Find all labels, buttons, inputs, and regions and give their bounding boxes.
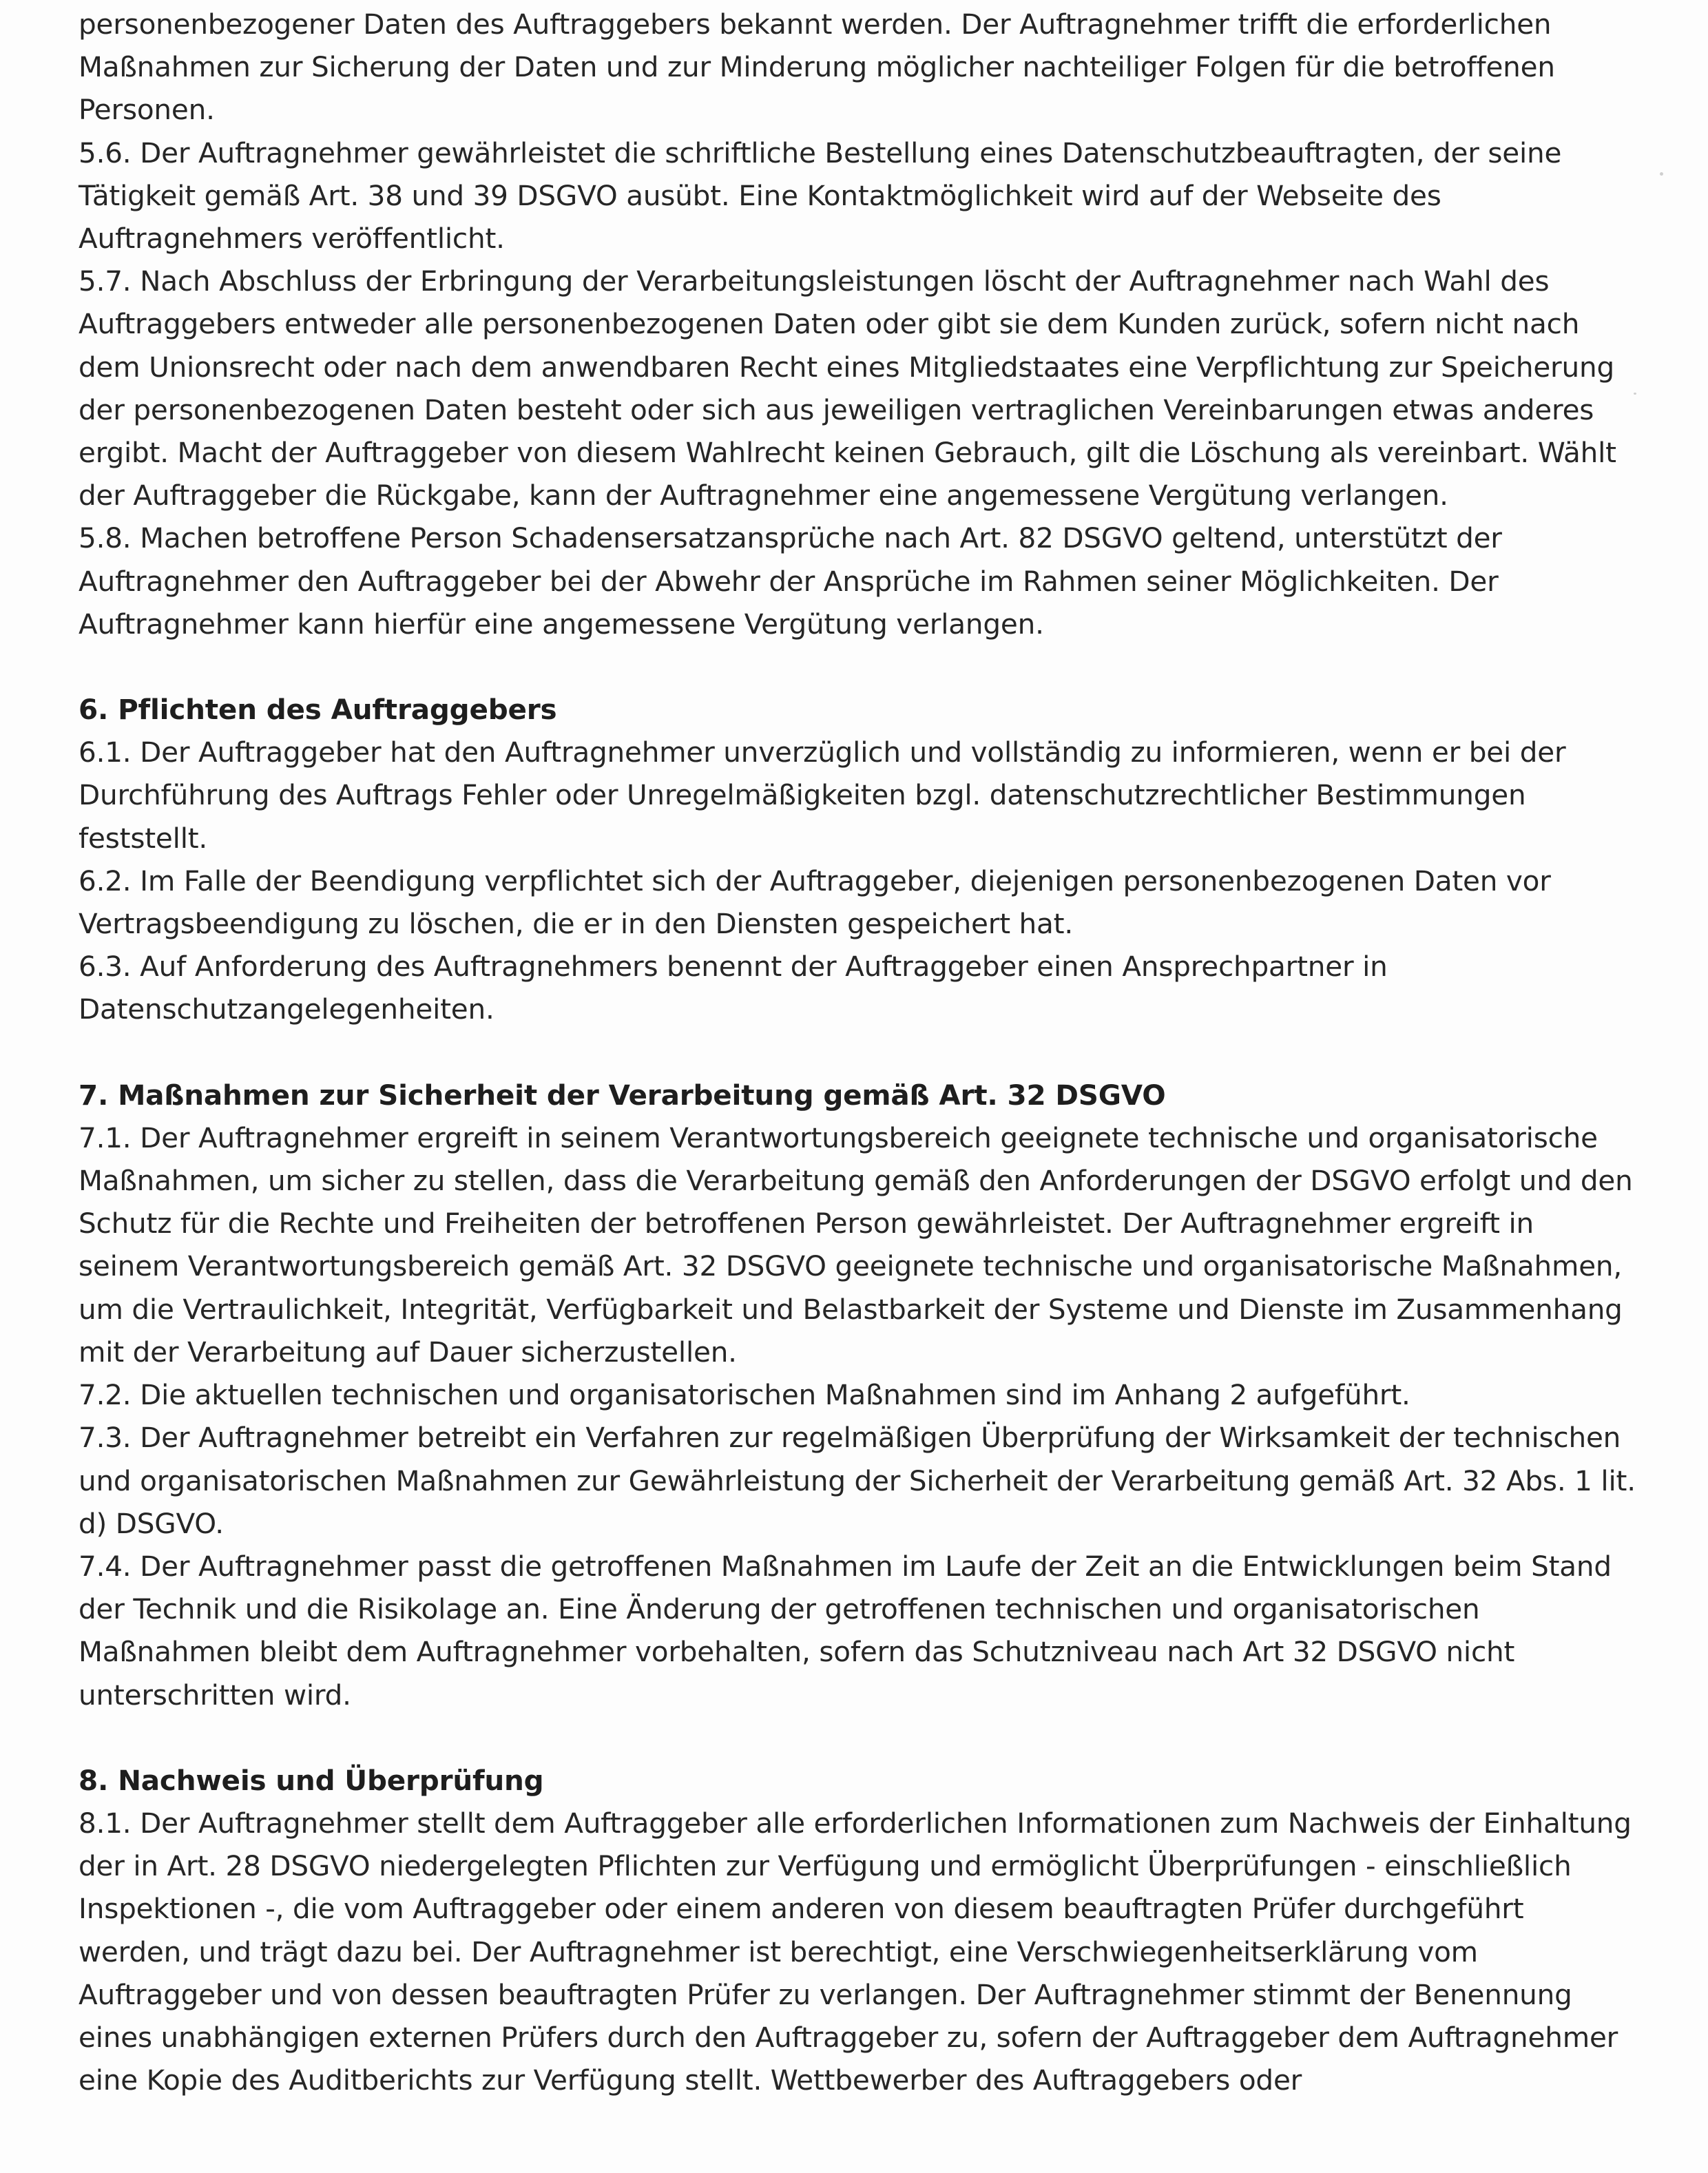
paragraph-6-2: 6.2. Im Falle der Beendigung verpflichtet sich der Auftraggeber, diejenigen personenbezogenen Daten vor Vertragsbeendigung zu löschen, die er in den Diensten gespeichert hat. [79,864,1551,941]
paragraph-5-5-continued: personenbezogener Daten des Auftraggebers bekannt werden. Der Auftragnehmer trifft die erforderlichen Maßnahmen zur Sicherung der Daten und zur Minderung möglicher nachteiliger Folgen für die betroffenen Personen. [79,8,1555,127]
paragraph-7-1: 7.1. Der Auftragnehmer ergreift in seinem Verantwortungsbereich geeignete technische und organisatorische Maßnahmen, um sicher zu stellen, dass die Verarbeitung gemäß den Anforderungen der DSGVO erfolgt und den Schutz für die Rechte und Freiheiten der betroffenen Person gewährleistet. Der Auftragnehmer ergreift in seinem Verantwortungsbereich gemäß Art. 32 DSGVO geeignete technische und organisatorische Maßnahmen, um die Vertraulichkeit, Integrität, Verfügbarkeit und Belastbarkeit der Systeme und Dienste im Zusammenhang mit der Verarbeitung auf Dauer sicherzustellen. [79,1121,1633,1369]
section-heading: 7. Maßnahmen zur Sicherheit der Verarbeitung gemäß Art. 32 DSGVO [79,1078,1166,1112]
section-7 [79,1074,1639,1716]
paragraph-8-1: 8.1. Der Auftragnehmer stellt dem Auftraggeber alle erforderlichen Informationen zum Nachweis der Einhaltung der in Art. 28 DSGVO niedergelegten Pflichten zur Verfügung und ermöglicht Überprüfungen - einschließlich Inspektionen -, die vom Auftraggeber oder einem anderen von diesem beauftragten Prüfer durchgeführt werden, und trägt dazu bei. Der Auftragnehmer ist berechtigt, eine Verschwiegenheitserklärung vom Auftraggeber und von dessen beauftragten Prüfer zu verlangen. Der Auftragnehmer stimmt der Benennung eines unabhängigen externen Prüfers durch den Auftraggeber zu, sofern der Auftraggeber dem Auftragnehmer eine Kopie des Auditberichts zur Verfügung stellt. Wettbewerber des Auftraggebers oder [79,1806,1632,2097]
paragraph-7-4: 7.4. Der Auftragnehmer passt die getroffenen Maßnahmen im Laufe der Zeit an die Entwicklungen beim Stand der Technik und die Risikolage an. Eine Änderung der getroffenen technischen und organisatorischen Maßnahmen bleibt dem Auftragnehmer vorbehalten, sofern das Schutzniveau nach Art 32 DSGVO nicht unterschritten wird. [79,1549,1612,1712]
section-heading: 6. Pflichten des Auftraggebers [79,693,557,727]
scan-speck [1660,172,1663,176]
section-5-continued [79,3,1639,645]
section-heading: 8. Nachweis und Überprüfung [79,1763,544,1797]
paragraph-5-7: 5.7. Nach Abschluss der Erbringung der Verarbeitungsleistungen löscht der Auftragnehmer nach Wahl des Auftraggebers entweder alle personenbezogenen Daten oder gibt sie dem Kunden zurück, sofern nicht nach dem Unionsrecht oder nach dem anwendbaren Recht eines Mitgliedstaates eine Verpflichtung zur Speicherung der personenbezogenen Daten besteht oder sich aus jeweiligen vertraglichen Vereinbarungen etwas anderes ergibt. Macht der Auftraggeber von diesem Wahlrecht keinen Gebrauch, gilt die Löschung als vereinbart. Wählt der Auftraggeber die Rückgabe, kann der Auftragnehmer eine angemessene Vergütung verlangen. [79,264,1616,512]
paragraph-7-3: 7.3. Der Auftragnehmer betreibt ein Verfahren zur regelmäßigen Überprüfung der Wirksamkeit der technischen und organisatorischen Maßnahmen zur Gewährleistung der Sicherheit der Verarbeitung gemäß Art. 32 Abs. 1 lit. d) DSGVO. [79,1421,1636,1540]
section-8 [79,1759,1639,2102]
paragraph-7-2: 7.2. Die aktuellen technischen und organisatorischen Maßnahmen sind im Anhang 2 aufgeführt. [79,1378,1410,1412]
section-6 [79,688,1639,1031]
paragraph-6-3: 6.3. Auf Anforderung des Auftragnehmers benennt der Auftraggeber einen Ansprechpartner in Datenschutzangelegenheiten. [79,950,1388,1026]
document-body [79,3,1639,2101]
paragraph-5-8: 5.8. Machen betroffene Person Schadensersatzansprüche nach Art. 82 DSGVO geltend, unterstützt der Auftragnehmer den Auftraggeber bei der Abwehr der Ansprüche im Rahmen seiner Möglichkeiten. Der Auftragnehmer kann hierfür eine angemessene Vergütung verlangen. [79,521,1502,641]
paragraph-5-6: 5.6. Der Auftragnehmer gewährleistet die schriftliche Bestellung eines Datenschutzbeauftragten, der seine Tätigkeit gemäß Art. 38 und 39 DSGVO ausübt. Eine Kontaktmöglichkeit wird auf der Webseite des Auftragnehmers veröffentlicht. [79,136,1562,256]
paragraph-6-1: 6.1. Der Auftraggeber hat den Auftragnehmer unverzüglich und vollständig zu informieren, wenn er bei der Durchführung des Auftrags Fehler oder Unregelmäßigkeiten bzgl. datenschutzrechtlicher Bestimmungen feststellt. [79,736,1566,855]
